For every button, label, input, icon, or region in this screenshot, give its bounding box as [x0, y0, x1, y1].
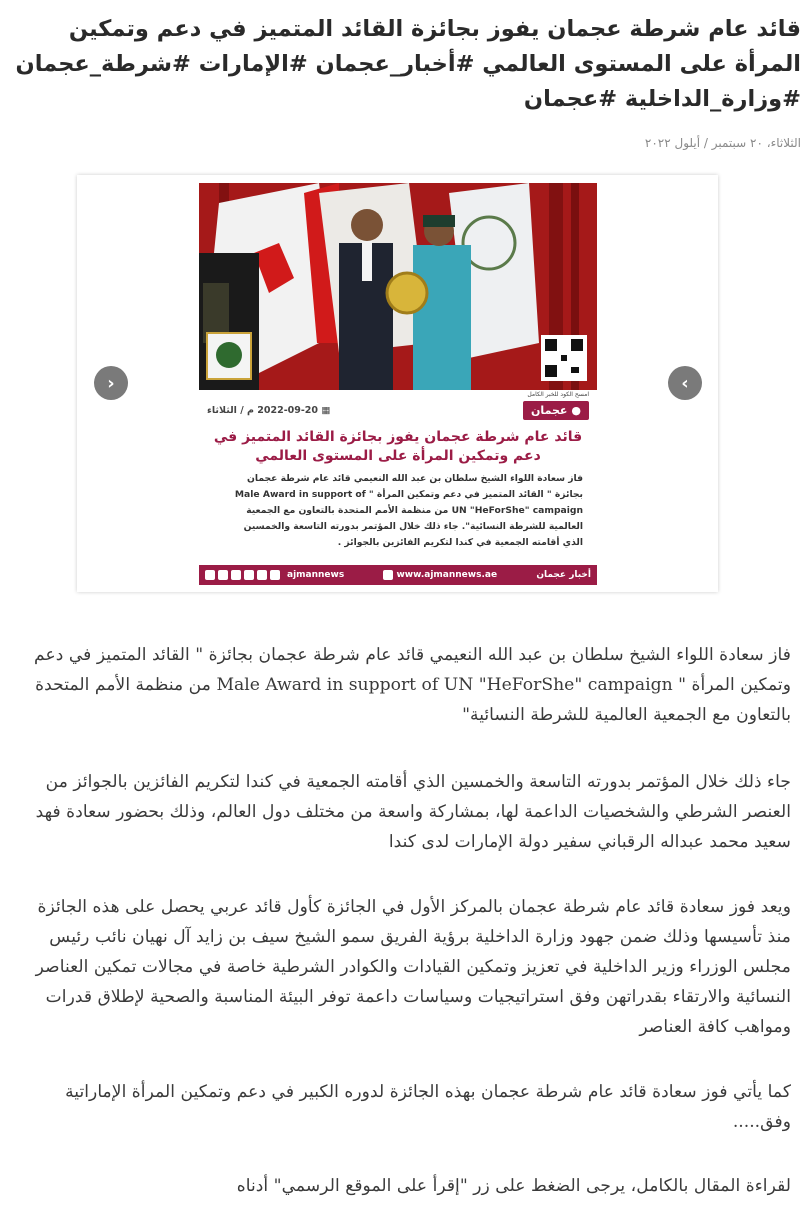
news-body-line: بجائزة " القائد المتميز في دعم وتمكين المرأة " Male Award in support of — [234, 489, 583, 500]
web-icon — [383, 570, 393, 580]
scan-code-caption: امسح الكود للخبر الكامل — [527, 391, 589, 398]
article-paragraph: كما يأتي فوز سعادة قائد عام شرطة عجمان بهذه الجائزة لدوره الكبير في دعم وتمكين المرأة الإماراتية وفق..... — [65, 1082, 791, 1132]
footer-brand: أخبار عجمان — [536, 570, 591, 580]
footer-site: www.ajmannews.ae — [396, 570, 498, 580]
chevron-left-icon: ‹ — [107, 372, 115, 394]
telegram-icon — [270, 570, 280, 580]
footer-site-group — [383, 570, 497, 580]
news-post-date-text: 2022-09-20 م / الثلاثاء — [207, 404, 319, 416]
image-carousel — [77, 175, 718, 592]
snapchat-icon — [205, 570, 215, 580]
facebook-icon — [218, 570, 228, 580]
article-date: الثلاثاء، ٢٠ سبتمبر / أيلول ٢٠٢٢ — [644, 136, 801, 150]
article-paragraph: جاء ذلك خلال المؤتمر بدورته التاسعة والخمسين الذي أقامته الجمعية في كندا لتكريم الفائزين بالجوائز من العنصر الشرطي والشخصيات الداعمة لها، بمشاركة واسعة من مختلف دول العالم، وذلك بحضور سعادة فهد سعيد محمد عبداله الرقباني سفير دولة الإمارات لدى كندا — [35, 772, 791, 852]
news-footer-bar — [199, 565, 597, 585]
twitter-icon — [244, 570, 254, 580]
news-headline-line: قائد عام شرطة عجمان يفوز بجائزة القائد المتميز في — [213, 429, 583, 445]
article-paragraph: لقراءة المقال بالكامل، يرجى الضغط على زر "إقرأ على الموقع الرسمي" أدناه — [236, 1176, 791, 1196]
city-tag — [523, 401, 589, 420]
news-headline-line: دعم وتمكين المرأة على المستوى العالمي — [255, 448, 541, 464]
news-body-line: الذي أقامته الجمعية في كندا لتكريم الفائزين بالجوائز . — [337, 537, 583, 548]
news-post-date — [207, 405, 330, 416]
news-headline — [213, 428, 583, 466]
carousel-next-button[interactable] — [668, 366, 702, 400]
news-body — [209, 471, 583, 551]
city-tag-label: عجمان — [531, 403, 568, 417]
carousel-prev-button[interactable] — [94, 366, 128, 400]
calendar-icon: ▦ — [321, 404, 331, 416]
social-icons — [205, 570, 344, 580]
article-paragraph: فاز سعادة اللواء الشيخ سلطان بن عبد الله النعيمي قائد عام شرطة عجمان بجائزة " القائد المتميز في دعم وتمكين المرأة " Male Award in support of UN "HeForShe" campaign من منظمة الأمم المتحدة بالتعاون مع الجمعية العالمية للشرطة النسائية" — [34, 645, 791, 725]
footer-handle: ajmannews — [287, 570, 345, 580]
chevron-right-icon: › — [681, 372, 689, 394]
article-title: قائد عام شرطة عجمان يفوز بجائزة القائد المتميز في دعم وتمكين المرأة على المستوى العالمي #أخبار_عجمان #الإمارات #شرطة_عجمان #وزارة_الداخلية #عجمان — [15, 16, 801, 112]
news-body-line: العالمية للشرطة النسائية". جاء ذلك خلال المؤتمر بدورته التاسعة والخمسين — [243, 521, 583, 532]
instagram-icon — [231, 570, 241, 580]
location-pin-icon: ● — [571, 403, 581, 417]
youtube-icon — [257, 570, 267, 580]
article-paragraph: ويعد فوز سعادة قائد عام شرطة عجمان بالمركز الأول في الجائزة كأول قائد عربي يحصل على هذه الجائزة منذ تأسيسها وذلك ضمن جهود وزارة الداخلية برؤية الفريق سمو الشيخ سيف بن زايد آل نهيان نائب رئيس مجلس الوزراء وزير الداخلية في تعزيز وتمكين القيادات والكوادر الشرطية خاصة في مجالات تمكين العناصر النسائية والارتقاء بقدراتهن وفق استراتيجيات وسياسات داعمة توفر البيئة المناسبة والصحية لإطلاق قدرات ومواهب كافة العناصر — [35, 897, 791, 1037]
award-photo — [199, 183, 597, 390]
news-body-line: UN "HeForShe" campaign من منظمة الأمم المتحدة بالتعاون مع الجمعية — [246, 505, 583, 516]
news-image[interactable] — [199, 183, 597, 585]
news-meta-row — [207, 399, 589, 421]
news-body-line: فاز سعادة اللواء الشيخ سلطان بن عبد الله النعيمي قائد عام شرطة عجمان — [247, 473, 583, 484]
